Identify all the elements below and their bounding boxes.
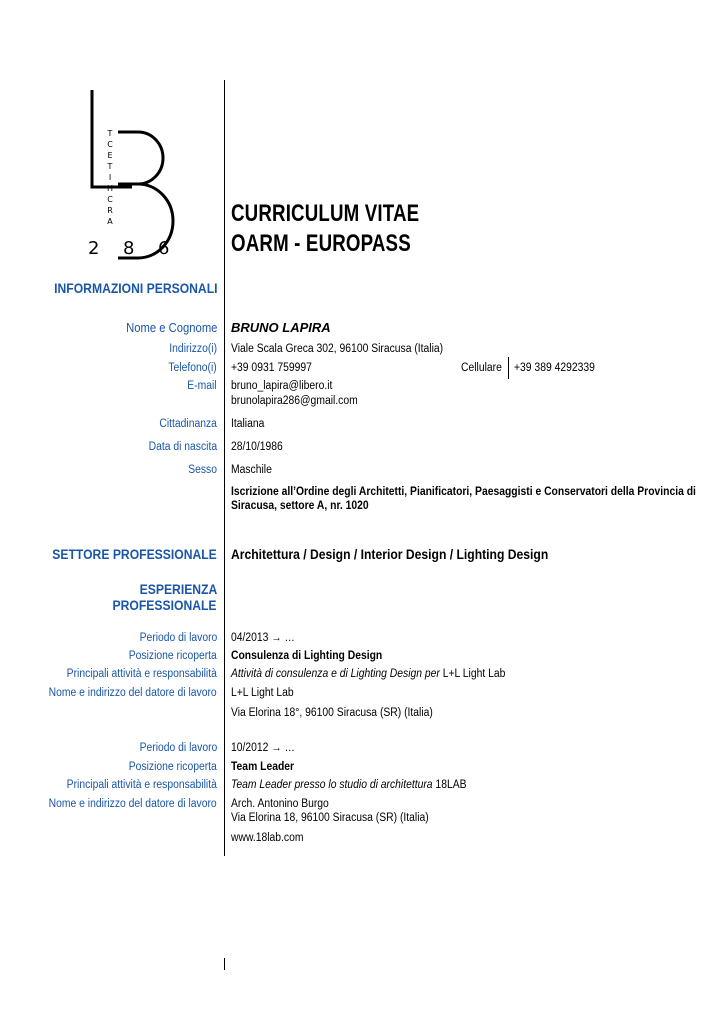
activities-plain: L+L Light Lab <box>439 668 506 680</box>
activities-italic: Attività di consulenza e di Lighting Design per <box>231 668 440 680</box>
label-activities: Principali attività e responsabilità <box>66 779 217 791</box>
label-position: Posizione ricoperta <box>128 761 217 773</box>
label-address: Indirizzo(i) <box>169 343 217 355</box>
label-sex: Sesso <box>188 464 217 476</box>
value-birthdate: 28/10/1986 <box>231 441 283 453</box>
logo-architect-letters <box>104 128 116 227</box>
registration-line-1: Iscrizione all’Ordine degli Architetti, Pianificatori, Paesaggisti e Conservatori della Provincia di <box>231 486 696 498</box>
value-phone: +39 0931 759997 <box>231 362 312 374</box>
value-period: 10/2012 → … <box>231 742 295 754</box>
label-mobile: Cellulare <box>461 362 502 374</box>
label-position: Posizione ricoperta <box>128 650 217 662</box>
value-position: Consulenza di Lighting Design <box>231 650 383 662</box>
value-employer-line-1: Arch. Antonino Burgo <box>231 798 329 810</box>
logo-number: 6 <box>158 238 170 259</box>
registration-line-2: Siracusa, settore A, nr. 1020 <box>231 500 369 512</box>
value-employer-line-2: Via Elorina 18°, 96100 Siracusa (SR) (Italia) <box>231 707 433 719</box>
activities-italic: Team Leader presso lo studio di architettura <box>231 779 433 791</box>
value-activities <box>231 668 505 680</box>
page-subtitle: OARM - EUROPASS <box>231 230 411 257</box>
label-birthdate: Data di nascita <box>148 441 217 453</box>
value-citizenship: Italiana <box>231 418 265 430</box>
value-sector: Architettura / Design / Interior Design / Lighting Design <box>231 547 549 562</box>
value-email-2[interactable]: brunolapira286@gmail.com <box>231 395 358 407</box>
footer-divider-tick <box>224 958 225 970</box>
value-activities <box>231 779 467 791</box>
activities-plain: 18LAB <box>432 779 467 791</box>
column-divider <box>224 80 225 856</box>
logo-letter: T <box>107 129 113 138</box>
label-employer: Nome e indirizzo del datore di lavoro <box>49 798 217 810</box>
logo-letter: E <box>107 151 113 160</box>
section-heading-experience-2: PROFESSIONALE <box>113 598 217 613</box>
page-title: CURRICULUM VITAE <box>231 200 420 227</box>
value-position: Team Leader <box>231 761 295 773</box>
label-period: Periodo di lavoro <box>139 742 217 754</box>
value-employer-line-2: Via Elorina 18, 96100 Siracusa (SR) (Italia) <box>231 812 429 824</box>
value-email-1[interactable]: bruno_lapira@libero.it <box>231 380 333 392</box>
value-address: Viale Scala Greca 302, 96100 Siracusa (Italia) <box>231 343 444 355</box>
value-employer-website[interactable]: www.18lab.com <box>231 832 304 844</box>
section-heading-experience: ESPERIENZA <box>139 582 217 597</box>
label-employer: Nome e indirizzo del datore di lavoro <box>49 687 217 699</box>
logo-letter: H <box>106 184 113 193</box>
mobile-separator <box>508 357 509 379</box>
section-heading-personal: INFORMAZIONI PERSONALI <box>53 281 217 296</box>
label-period: Periodo di lavoro <box>139 632 217 644</box>
value-mobile: +39 389 4292339 <box>514 362 595 374</box>
logo-number: 8 <box>123 238 135 259</box>
value-name: BRUNO LAPIRA <box>231 320 331 335</box>
logo-letter: A <box>107 217 113 226</box>
label-phone: Telefono(i) <box>168 362 217 374</box>
value-employer-line-1: L+L Light Lab <box>231 687 294 699</box>
logo-letter: C <box>107 140 113 149</box>
label-name: Nome e Cognome <box>125 321 217 335</box>
logo-number: 2 <box>88 238 100 259</box>
logo-letter: I <box>108 173 112 182</box>
label-activities: Principali attività e responsabilità <box>66 668 217 680</box>
label-email: E-mail <box>187 380 217 392</box>
label-citizenship: Cittadinanza <box>159 418 217 430</box>
logo-letter: C <box>107 195 113 204</box>
logo-letter: R <box>107 206 113 215</box>
value-sex: Maschile <box>231 464 272 476</box>
value-period: 04/2013 → … <box>231 632 295 644</box>
section-heading-sector: SETTORE PROFESSIONALE <box>52 547 217 562</box>
logo-letter: T <box>107 162 113 171</box>
architect-logo-icon <box>80 85 190 260</box>
